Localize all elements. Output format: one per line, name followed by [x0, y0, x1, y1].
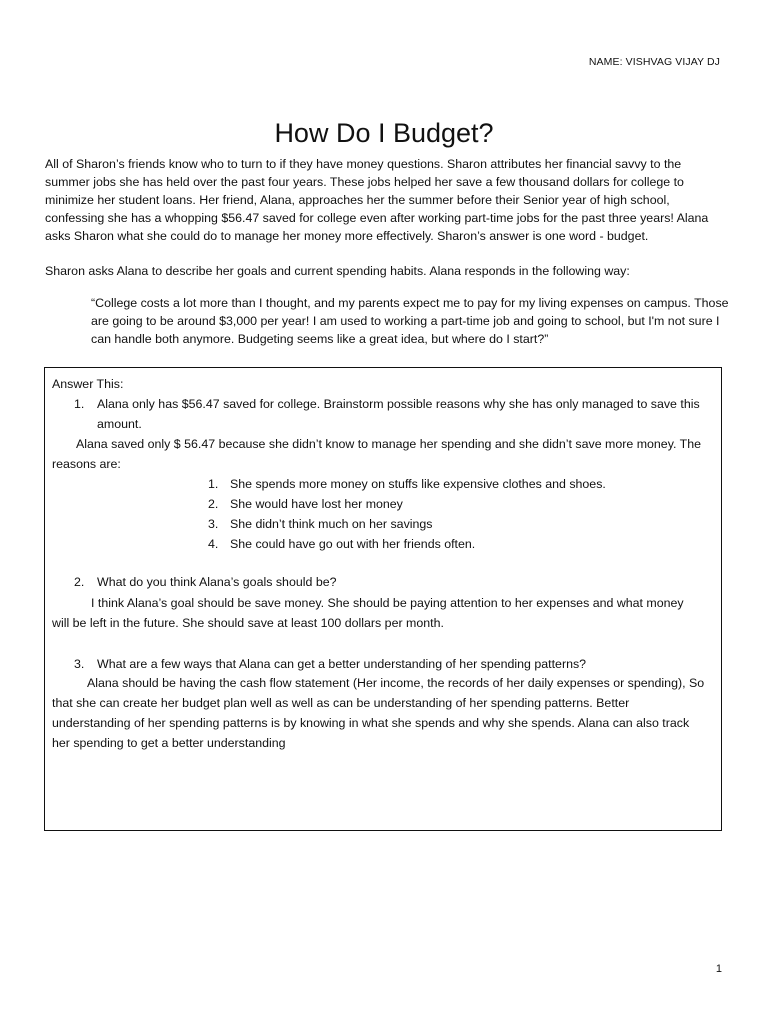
reason-item	[208, 474, 608, 494]
answer-box	[44, 367, 722, 831]
reason-text: She didn’t think much on her savings	[230, 517, 433, 531]
question-2-text: What do you think Alana’s goals should be?	[97, 575, 337, 589]
answer-3-line: Alana should be having the cash flow statement (Her income, the records of her daily expenses or spending), So	[87, 676, 705, 690]
question-3-text: What are a few ways that Alana can get a better understanding of her spending patterns?	[97, 657, 587, 671]
goals-paragraph: Sharon asks Alana to describe her goals and current spending habits. Alana responds in the following way:	[45, 264, 630, 278]
answer-2-line: I think Alana’s goal should be save money. She should be paying attention to her expenses and what money	[91, 596, 684, 610]
answer-3-line: understanding of her spending patterns is by knowing in what she spends and why she spends. Alana can also track	[52, 716, 690, 730]
answer-heading: Answer This:	[52, 377, 124, 391]
reason-number: 1.	[208, 477, 219, 491]
reason-item	[208, 534, 608, 554]
reason-number: 3.	[208, 517, 219, 531]
alana-quote: “College costs a lot more than I thought, and my parents expect me to pay for my living expenses on campus. Those are going to be around $3,000 per year! I am used to working a part-time job and going to school, but I'm not sure I can handle both anymore. Budgeting seems like a great idea, but where do I start?”	[91, 296, 729, 346]
reason-text: She spends more money on stuffs like expensive clothes and shoes.	[230, 477, 606, 491]
page-number: 1	[715, 963, 722, 975]
intro-paragraph: All of Sharon’s friends know who to turn to if they have money questions. Sharon attributes her financial savvy to the summer jobs she has held over the past four years. These jobs helped her save a few thousand dollars for college to minimize her student loans. Her friend, Alana, approaches her the summer before their Senior year of high school, confessing she has a whopping $56.47 saved for college even after working part-time jobs for the past three years! Alana asks Sharon what she could do to manage her money more effectively. Sharon’s answer is one word - budget.	[45, 157, 709, 243]
answer-1-line: reasons are:	[52, 457, 121, 471]
student-name: NAME: VISHVAG VIJAY DJ	[588, 56, 720, 68]
page-title: How Do I Budget?	[274, 118, 494, 148]
reason-number: 2.	[208, 497, 219, 511]
reason-number: 4.	[208, 537, 219, 551]
answer-3-line: her spending to get a better understanding	[52, 736, 286, 750]
question-1-text: Alana only has $56.47 saved for college. Brainstorm possible reasons why she has only managed to save this	[97, 397, 700, 411]
answer-1-line: Alana saved only $ 56.47 because she didn’t know to manage her spending and she didn’t save more money. The	[76, 437, 701, 451]
question-3-number: 3.	[74, 657, 85, 671]
reason-text: She could have go out with her friends often.	[230, 537, 476, 551]
reason-text: She would have lost her money	[230, 497, 403, 511]
answer-3-line: that she can create her budget plan well as well as can be understanding of her spending patterns. Better	[52, 696, 630, 710]
reason-item	[208, 494, 608, 514]
question-1-text-cont: amount.	[97, 417, 142, 431]
question-2-number: 2.	[74, 575, 85, 589]
question-1-number: 1.	[74, 397, 85, 411]
reason-item	[208, 514, 608, 534]
answer-2-line: will be left in the future. She should save at least 100 dollars per month.	[52, 616, 444, 630]
